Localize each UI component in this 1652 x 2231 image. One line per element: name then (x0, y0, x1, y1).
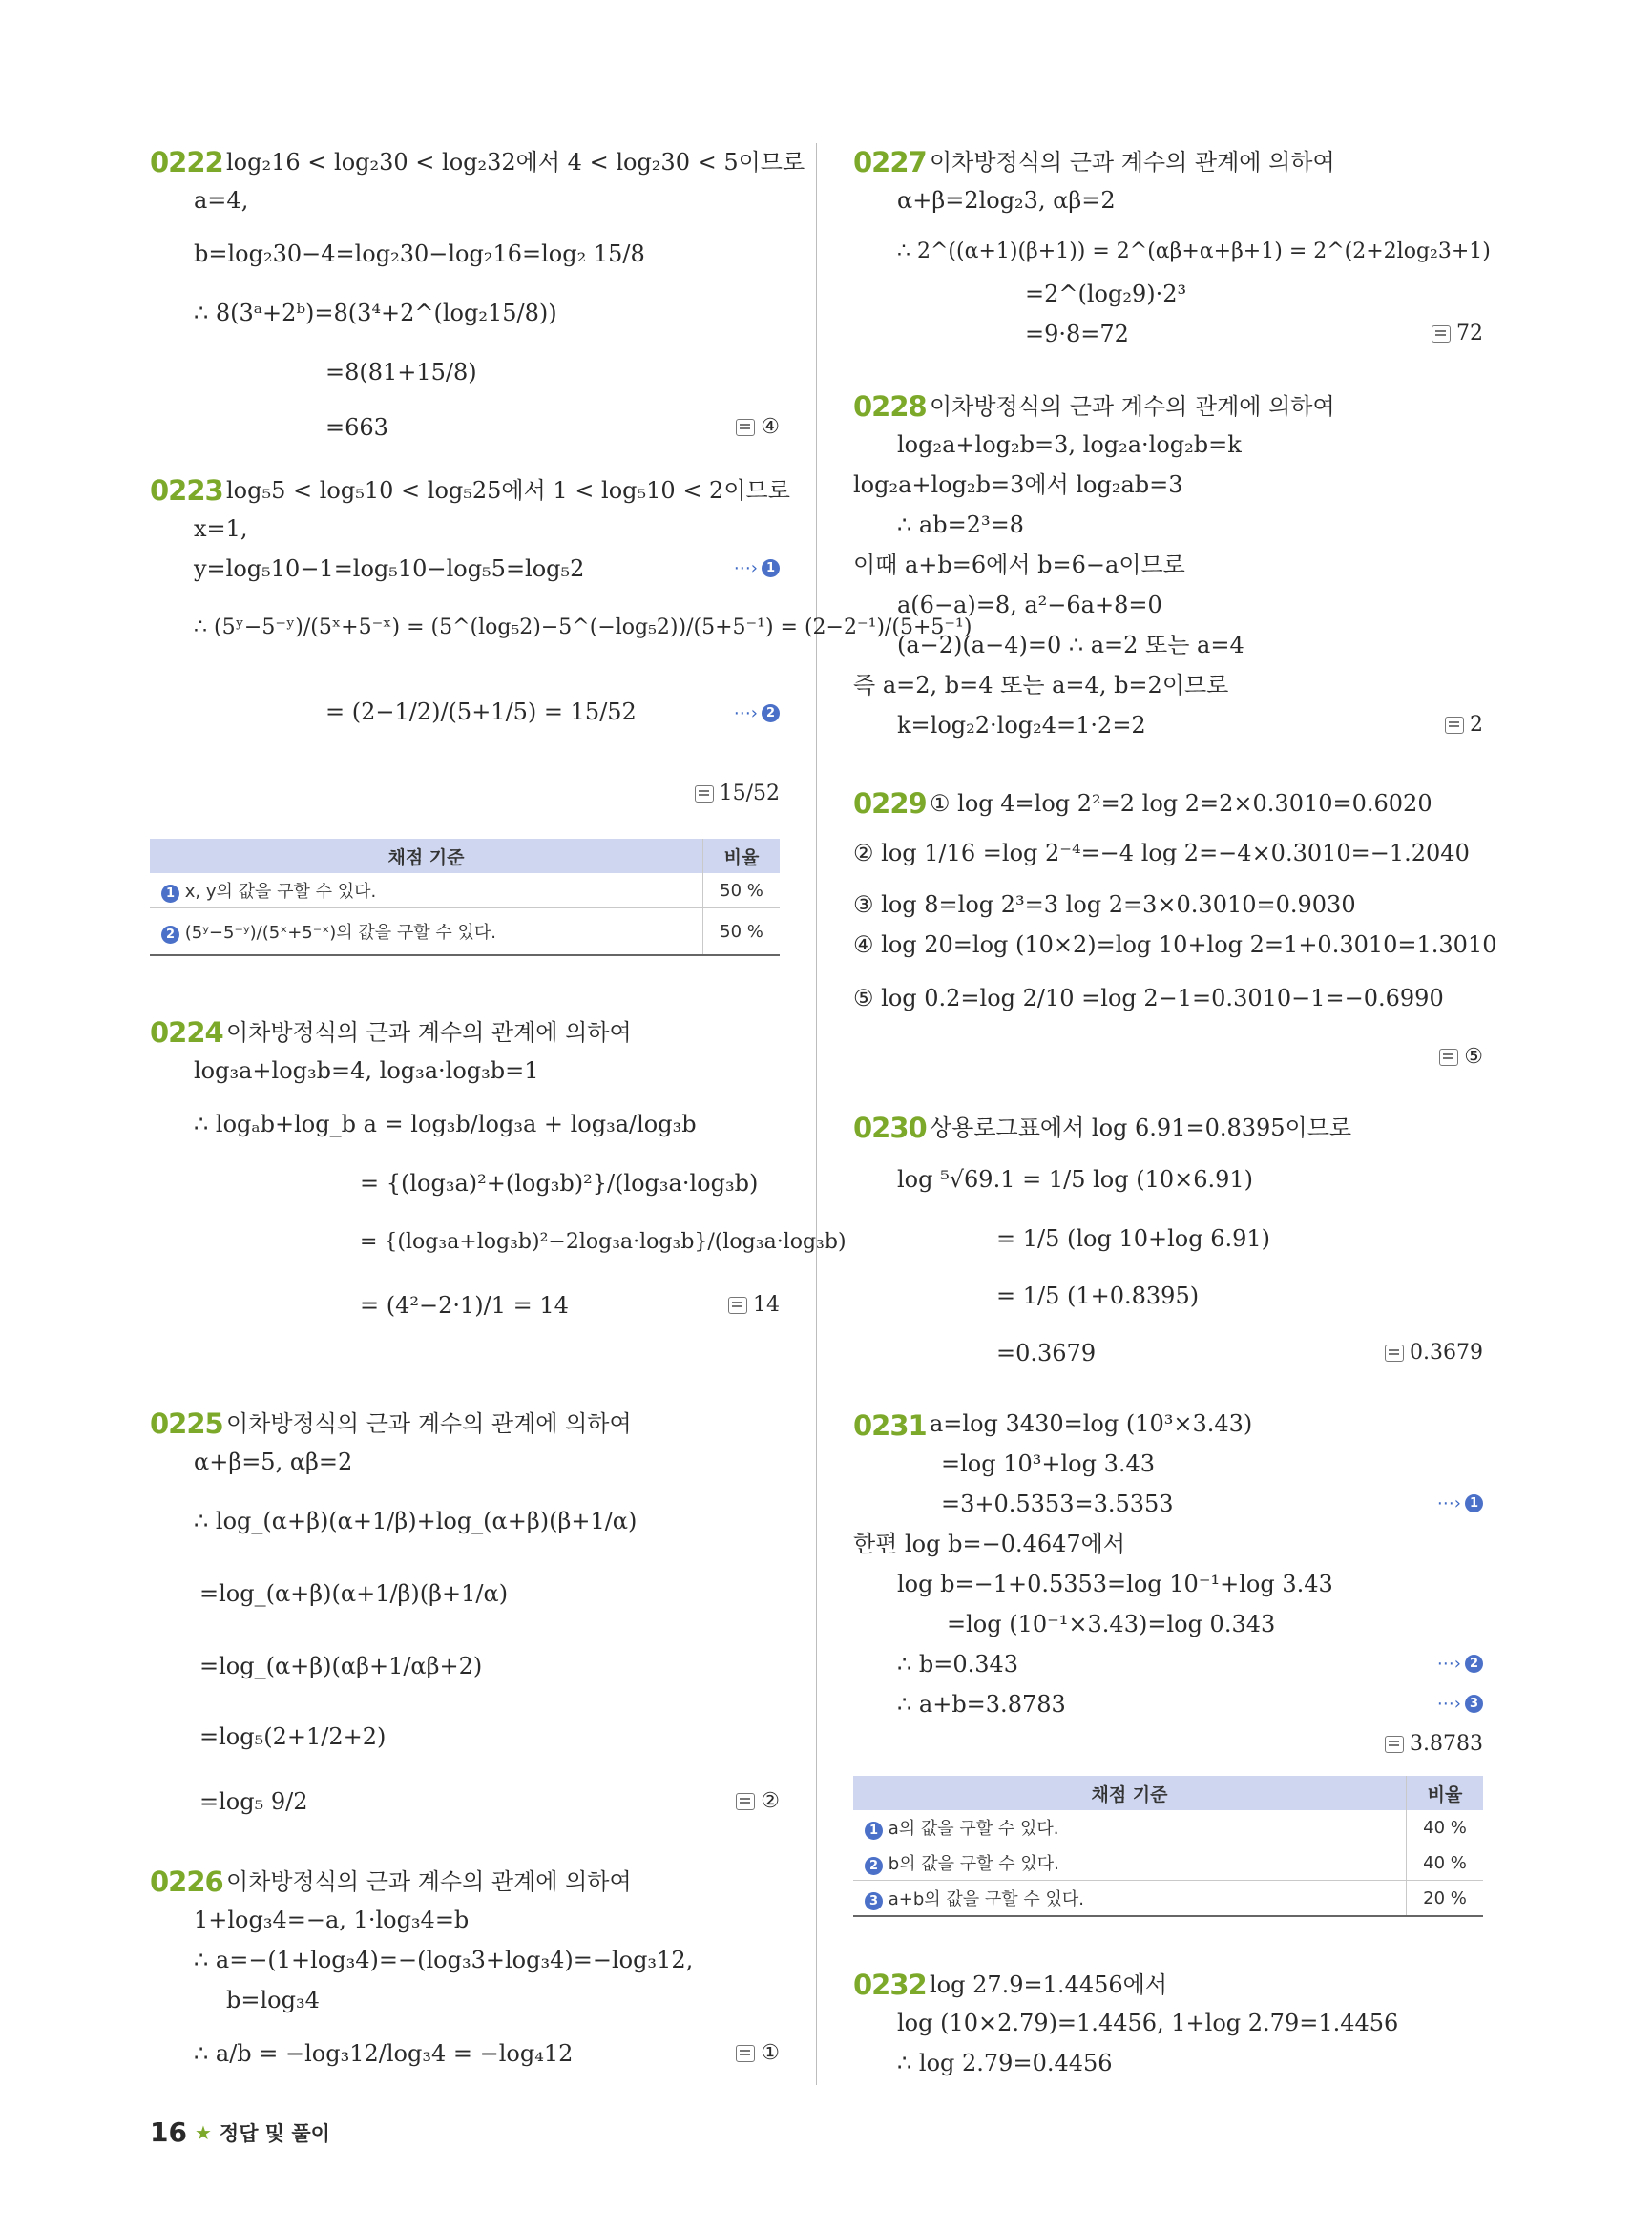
answer (695, 782, 780, 805)
answer-value: 15/52 (719, 782, 780, 805)
criteria-table (150, 839, 780, 956)
arrow-icon: ⋯› (733, 558, 758, 578)
solution-line: =0.3679 (996, 1340, 1097, 1366)
solution-line: 즉 a=2, b=4 또는 a=4, b=2이므로 (853, 672, 1229, 698)
column-divider (816, 143, 817, 2085)
criteria-row (853, 1845, 1483, 1881)
answer (728, 1293, 780, 1317)
step-badge: 1 (762, 559, 780, 577)
solution-line: 상용로그표에서 log 6.91=0.8395이므로 (930, 1115, 1352, 1141)
solution-line: ④ log 20=log (10×2)=log 10+log 2=1+0.3010=1.3010 (853, 931, 1497, 958)
answer-icon (1432, 325, 1451, 343)
criteria-table (853, 1776, 1483, 1917)
solution-line: =log_(α+β)(αβ+1/αβ+2) (199, 1653, 483, 1679)
arrow-icon: ⋯› (1436, 1694, 1461, 1714)
page-footer (150, 2116, 330, 2148)
solution-line: ① log 4=log 2²=2 log 2=2×0.3010=0.6020 (930, 790, 1432, 817)
solution-line: =663 (325, 414, 388, 441)
criteria-ratio: 20 % (1407, 1881, 1484, 1917)
solution-line: =9·8=72 (1025, 321, 1129, 347)
criteria-text: a+b의 값을 구할 수 있다. (888, 1889, 1084, 1909)
solution-line: x=1, (194, 515, 248, 542)
criteria-row (150, 908, 780, 956)
solution-line: =log_(α+β)(α+1/β)(β+1/α) (199, 1580, 509, 1607)
step-badge: 1 (865, 1822, 883, 1840)
solution-line: ② log 1/16 =log 2⁻⁴=−4 log 2=−4×0.3010=−1.2040 (853, 840, 1470, 866)
step-marker (1437, 1493, 1483, 1513)
answer-value: 0.3679 (1410, 1341, 1483, 1365)
section-title: 정답 및 풀이 (219, 2121, 330, 2145)
step-badge: 1 (1465, 1494, 1483, 1512)
answer-value: ④ (761, 415, 780, 439)
solution-line: y=log₅10−1=log₅10−log₅5=log₅2 (194, 555, 585, 582)
answer-value: ① (761, 2041, 780, 2065)
solution-line: =8(81+15/8) (325, 359, 477, 386)
solution-line: ∴ (5ʸ−5⁻ʸ)/(5ˣ+5⁻ˣ) = (5^(log₅2)−5^(−log₅2))/(5+5⁻¹) = (2−2⁻¹)/(5+5⁻¹) (194, 615, 972, 639)
ratio-header: 비율 (1407, 1776, 1484, 1810)
solution-line: ∴ a/b = −log₃12/log₃4 = −log₄12 (194, 2040, 574, 2067)
criteria-desc (150, 908, 703, 956)
answer-icon (728, 1297, 747, 1314)
answer-value: ⑤ (1464, 1045, 1483, 1069)
solution-line: ∴ logₐb+log_b a = log₃b/log₃a + log₃a/log₃b (194, 1111, 697, 1137)
step-marker (1437, 1694, 1483, 1714)
arrow-icon: ⋯› (733, 703, 758, 723)
criteria-text: (5ʸ−5⁻ʸ)/(5ˣ+5⁻ˣ)의 값을 구할 수 있다. (184, 923, 496, 943)
answer-value: 72 (1456, 322, 1483, 345)
solution-line: =2^(log₂9)·2³ (1025, 281, 1187, 307)
solution-line: 이차방정식의 근과 계수의 관계에 의하여 (226, 1410, 632, 1437)
solution-line: log₃a+log₃b=4, log₃a·log₃b=1 (194, 1057, 539, 1084)
solution-line: 1+log₃4=−a, 1·log₃4=b (194, 1907, 470, 1933)
answer-icon (1385, 1345, 1404, 1362)
step-badge: 3 (1465, 1695, 1483, 1713)
problem-number: 0225 (150, 1407, 223, 1440)
answer-icon (1439, 1049, 1458, 1066)
answer-icon (695, 785, 714, 803)
step-badge: 2 (865, 1857, 883, 1875)
solution-line: log 27.9=1.4456에서 (930, 1971, 1168, 1998)
solution-line: 한편 log b=−0.4647에서 (853, 1531, 1126, 1557)
criteria-desc (853, 1845, 1407, 1881)
solution-line: log (10×2.79)=1.4456, 1+log 2.79=1.4456 (897, 2010, 1399, 2036)
solution-line: α+β=5, αβ=2 (194, 1449, 353, 1475)
criteria-header: 채점 기준 (853, 1776, 1407, 1810)
step-badge: 2 (161, 926, 179, 944)
problem-number: 0222 (150, 146, 223, 178)
criteria-header: 채점 기준 (150, 839, 703, 873)
answer-value: 2 (1470, 713, 1483, 737)
solution-line: 이때 a+b=6에서 b=6−a이므로 (853, 552, 1185, 578)
problem-number: 0226 (150, 1866, 223, 1898)
solution-line: ③ log 8=log 2³=3 log 2=3×0.3010=0.9030 (853, 891, 1356, 918)
problem-number: 0230 (853, 1112, 927, 1144)
answer (736, 415, 780, 439)
solution-line: =log (10⁻¹×3.43)=log 0.343 (947, 1611, 1276, 1637)
problem-number: 0224 (150, 1016, 223, 1049)
solution-line: log b=−1+0.5353=log 10⁻¹+log 3.43 (897, 1571, 1333, 1597)
criteria-text: a의 값을 구할 수 있다. (888, 1819, 1059, 1839)
solution-line: ∴ b=0.343 (897, 1651, 1019, 1678)
solution-line: =log 10³+log 3.43 (941, 1450, 1156, 1477)
solution-line: ∴ ab=2³=8 (897, 511, 1024, 538)
criteria-ratio: 40 % (1407, 1810, 1484, 1845)
answer-value: 3.8783 (1410, 1732, 1483, 1756)
answer (1445, 713, 1483, 737)
criteria-desc (150, 873, 703, 908)
star-icon: ★ (194, 2120, 212, 2144)
criteria-desc (853, 1881, 1407, 1917)
answer (1385, 1341, 1483, 1365)
solution-line: = (2−1/2)/(5+1/5) = 15/52 (325, 698, 637, 725)
solution-line: 이차방정식의 근과 계수의 관계에 의하여 (226, 1868, 632, 1895)
solution-line: k=log₂2·log₂4=1·2=2 (897, 712, 1146, 739)
step-marker (734, 703, 780, 723)
problem-number: 0232 (853, 1969, 927, 2001)
answer-icon (736, 419, 755, 436)
solution-line: ⑤ log 0.2=log 2/10 =log 2−1=0.3010−1=−0.6990 (853, 985, 1444, 1011)
criteria-ratio: 40 % (1407, 1845, 1484, 1881)
answer (736, 1789, 780, 1813)
criteria-desc (853, 1810, 1407, 1845)
criteria-ratio: 50 % (703, 908, 781, 956)
criteria-row (853, 1881, 1483, 1917)
solution-line: = {(log₃a)²+(log₃b)²}/(log₃a·log₃b) (360, 1170, 759, 1197)
solution-line: = 1/5 (1+0.8395) (996, 1282, 1200, 1309)
criteria-ratio: 50 % (703, 873, 781, 908)
step-marker (734, 558, 780, 578)
answer (1432, 322, 1483, 345)
solution-line: b=log₂30−4=log₂30−log₂16=log₂ 15/8 (194, 240, 645, 267)
criteria-row (150, 873, 780, 908)
step-badge: 1 (161, 885, 179, 903)
answer-icon (736, 1793, 755, 1810)
solution-line: ∴ 2^((α+1)(β+1)) = 2^(αβ+α+β+1) = 2^(2+2log₂3+1) (897, 240, 1491, 263)
solution-line: b=log₃4 (226, 1987, 320, 2013)
solution-line: a=4, (194, 187, 249, 214)
solution-line: log₂a+log₂b=3에서 log₂ab=3 (853, 471, 1183, 498)
arrow-icon: ⋯› (1436, 1654, 1461, 1674)
solution-line: = {(log₃a+log₃b)²−2log₃a·log₃b}/(log₃a·log₃b) (360, 1230, 847, 1254)
criteria-text: b의 값을 구할 수 있다. (888, 1854, 1059, 1874)
criteria-row (853, 1810, 1483, 1845)
answer (736, 2041, 780, 2065)
solution-line: 이차방정식의 근과 계수의 관계에 의하여 (930, 149, 1335, 176)
problem-number: 0229 (853, 787, 927, 820)
step-badge: 2 (762, 704, 780, 722)
step-badge: 3 (865, 1892, 883, 1910)
solution-line: =log₅(2+1/2+2) (199, 1723, 387, 1750)
solution-line: =log₅ 9/2 (199, 1788, 308, 1815)
solution-line: log ⁵√69.1 = 1/5 log (10×6.91) (897, 1166, 1254, 1193)
solution-line: a=log 3430=log (10³×3.43) (930, 1410, 1253, 1437)
step-marker (1437, 1654, 1483, 1674)
solution-line: =3+0.5353=3.5353 (941, 1491, 1174, 1517)
solution-line: ∴ log 2.79=0.4456 (897, 2050, 1113, 2076)
answer-value: 14 (753, 1293, 780, 1317)
answer-icon (1385, 1736, 1404, 1753)
solution-line: 이차방정식의 근과 계수의 관계에 의하여 (226, 1019, 632, 1046)
answer (1385, 1732, 1483, 1756)
ratio-header: 비율 (703, 839, 781, 873)
solution-line: α+β=2log₂3, αβ=2 (897, 187, 1116, 214)
solution-line: log₂a+log₂b=3, log₂a·log₂b=k (897, 431, 1242, 458)
problem-number: 0228 (853, 390, 927, 423)
answer-icon (736, 2045, 755, 2062)
solution-line: 이차방정식의 근과 계수의 관계에 의하여 (930, 393, 1335, 420)
solution-line: (a−2)(a−4)=0 ∴ a=2 또는 a=4 (897, 632, 1244, 658)
solution-line: ∴ log_(α+β)(α+1/β)+log_(α+β)(β+1/α) (194, 1508, 638, 1534)
solution-line: ∴ 8(3ᵃ+2ᵇ)=8(3⁴+2^(log₂15/8)) (194, 300, 557, 326)
step-badge: 2 (1465, 1655, 1483, 1673)
solution-line: a(6−a)=8, a²−6a+8=0 (897, 592, 1162, 618)
answer-value: ② (761, 1789, 780, 1813)
arrow-icon: ⋯› (1436, 1493, 1461, 1513)
solution-line: log₂16 < log₂30 < log₂32에서 4 < log₂30 < 5이므로 (226, 149, 805, 176)
solution-line: = 1/5 (log 10+log 6.91) (996, 1225, 1271, 1252)
answer-icon (1445, 717, 1464, 734)
problem-number: 0223 (150, 474, 223, 507)
solution-line: = (4²−2·1)/1 = 14 (360, 1292, 569, 1319)
solution-line: ∴ a+b=3.8783 (897, 1691, 1066, 1718)
answer (1439, 1045, 1483, 1069)
problem-number: 0227 (853, 146, 927, 178)
problem-number: 0231 (853, 1409, 927, 1442)
solution-line: log₅5 < log₅10 < log₅25에서 1 < log₅10 < 2이므로 (226, 477, 790, 504)
solution-line: ∴ a=−(1+log₃4)=−(log₃3+log₃4)=−log₃12, (194, 1947, 694, 1973)
criteria-text: x, y의 값을 구할 수 있다. (184, 882, 377, 902)
page-number: 16 (150, 2116, 187, 2148)
